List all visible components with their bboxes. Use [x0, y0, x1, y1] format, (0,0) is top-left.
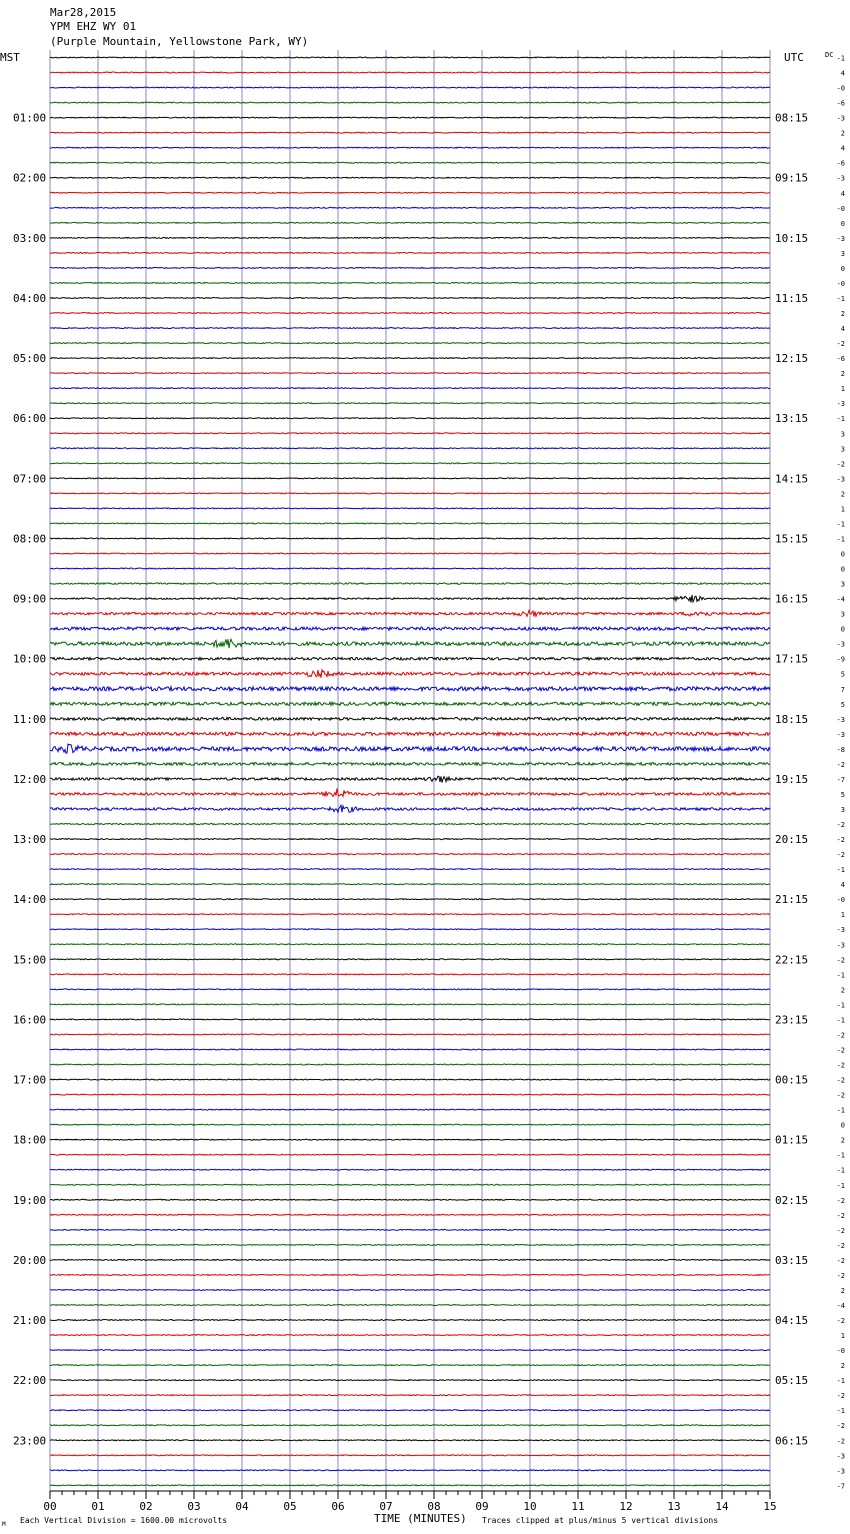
x-tick-label: 12	[619, 1500, 633, 1513]
left-hour-label: 15:00	[13, 953, 47, 967]
x-tick-label: 06	[331, 1500, 345, 1513]
trace-black	[50, 237, 770, 238]
left-hour-label: 09:00	[13, 592, 47, 606]
trace-green	[50, 222, 770, 223]
dc-offset-label: -0	[836, 1347, 845, 1356]
trace-red	[50, 670, 770, 678]
right-hour-label: 23:15	[775, 1013, 809, 1027]
x-tick-label: 00	[43, 1500, 57, 1513]
header-location: (Purple Mountain, Yellowstone Park, WY)	[50, 35, 309, 48]
trace-black	[50, 358, 770, 359]
dc-offset-label: -3	[836, 400, 845, 409]
right-timezone-label: UTC	[784, 51, 804, 64]
footer-scale-note: Each Vertical Division = 1600.00 microvolts	[20, 1516, 228, 1525]
dc-offset-label: -1	[836, 415, 845, 424]
trace-blue	[50, 627, 770, 630]
dc-offset-label: 1	[840, 1332, 845, 1341]
trace-green	[50, 823, 770, 824]
right-hour-label: 12:15	[775, 352, 809, 366]
right-hour-label: 04:15	[775, 1314, 809, 1328]
dc-offset-label: -2	[836, 1226, 845, 1235]
dc-offset-label: -3	[836, 114, 845, 123]
trace-green	[50, 523, 770, 524]
dc-offset-label: -3	[836, 926, 845, 935]
right-hour-label: 15:15	[775, 532, 809, 546]
right-hour-label: 01:15	[775, 1133, 809, 1147]
dc-offset-label: -7	[836, 775, 845, 784]
trace-green	[50, 763, 770, 766]
dc-offset-label: -1	[836, 535, 845, 544]
trace-black	[50, 959, 770, 960]
dc-offset-labels	[837, 55, 845, 1491]
right-hour-label: 02:15	[775, 1193, 809, 1207]
trace-red	[50, 553, 770, 554]
left-hour-label: 16:00	[13, 1013, 47, 1027]
dc-offset-label: -6	[836, 159, 845, 168]
right-hour-label: 06:15	[775, 1434, 809, 1448]
right-hour-label: 20:15	[775, 833, 809, 847]
trace-black	[50, 657, 770, 660]
trace-red	[50, 1154, 770, 1155]
trace-green	[50, 944, 770, 945]
dc-offset-label: -1	[836, 520, 845, 529]
dc-offset-label: -0	[836, 279, 845, 288]
trace-red	[50, 252, 770, 253]
left-hour-label: 10:00	[13, 652, 47, 666]
trace-green	[50, 162, 770, 163]
left-hour-label: 14:00	[13, 893, 47, 907]
dc-offset-label: -2	[836, 760, 845, 769]
dc-offset-label: -2	[836, 1271, 845, 1280]
right-hour-label: 05:15	[775, 1374, 809, 1388]
trace-blue	[50, 147, 770, 148]
trace-blue	[50, 568, 770, 569]
left-hour-label: 06:00	[13, 412, 47, 426]
trace-black	[50, 57, 770, 58]
trace-green	[50, 639, 770, 648]
trace-blue	[50, 1169, 770, 1170]
dc-offset-label: -2	[836, 340, 845, 349]
trace-red	[50, 1335, 770, 1336]
trace-black	[50, 418, 770, 419]
trace-blue	[50, 388, 770, 389]
right-hour-label: 11:15	[775, 291, 809, 305]
trace-blue	[50, 87, 770, 88]
dc-offset-label: -4	[836, 1301, 845, 1310]
trace-blue	[50, 805, 770, 812]
trace-red	[50, 373, 770, 374]
dc-offset-label: 3	[840, 430, 845, 439]
trace-blue	[50, 1350, 770, 1351]
trace-red	[50, 1455, 770, 1456]
dc-offset-label: -2	[836, 1211, 845, 1220]
trace-red	[50, 132, 770, 133]
trace-red	[50, 974, 770, 975]
x-tick-label: 05	[283, 1500, 297, 1513]
dc-offset-label: -8	[836, 745, 845, 754]
dc-offset-label: -3	[836, 1452, 845, 1461]
dc-offset-label: -1	[836, 1106, 845, 1115]
x-tick-label: 10	[523, 1500, 537, 1513]
dc-offset-label: -2	[836, 1256, 845, 1265]
trace-green	[50, 343, 770, 344]
left-hour-labels	[13, 112, 46, 1448]
dc-offset-label: -1	[836, 54, 845, 63]
dc-offset-label: 3	[840, 445, 845, 454]
trace-green	[50, 1004, 770, 1005]
dc-offset-label: -2	[836, 460, 845, 469]
trace-black	[50, 297, 770, 298]
left-hour-label: 18:00	[13, 1133, 47, 1147]
x-tick-label: 02	[139, 1500, 153, 1513]
trace-blue	[50, 328, 770, 329]
dc-offset-label: -2	[836, 1196, 845, 1205]
x-tick-label: 04	[235, 1500, 249, 1513]
trace-black	[50, 538, 770, 539]
x-tick-label: 13	[667, 1500, 681, 1513]
dc-offset-label: 2	[840, 1362, 845, 1371]
left-hour-label: 20:00	[13, 1253, 47, 1267]
footer-clip-note: Traces clipped at plus/minus 5 vertical divisions	[482, 1516, 719, 1525]
dc-offset-label: 1	[840, 505, 845, 514]
dc-offset-label: -1	[836, 1407, 845, 1416]
dc-offset-label: 3	[840, 249, 845, 258]
dc-offset-label: -2	[836, 956, 845, 965]
left-hour-label: 01:00	[13, 111, 47, 125]
trace-green	[50, 1244, 770, 1245]
left-hour-label: 02:00	[13, 171, 47, 185]
trace-black	[50, 717, 770, 720]
dc-offset-label: -1	[836, 1016, 845, 1025]
left-hour-label: 03:00	[13, 231, 47, 245]
dc-offset-label: -2	[836, 851, 845, 860]
x-tick-label: 15	[763, 1500, 777, 1513]
dc-offset-label: -4	[836, 595, 845, 604]
dc-offset-label: 2	[840, 370, 845, 379]
right-hour-labels	[775, 112, 808, 1448]
trace-green	[50, 282, 770, 283]
dc-offset-label: -1	[836, 1001, 845, 1010]
left-hour-label: 22:00	[13, 1374, 47, 1388]
dc-offset-label: 4	[840, 189, 845, 198]
trace-green	[50, 702, 770, 705]
dc-offset-label: -3	[836, 715, 845, 724]
trace-blue	[50, 1229, 770, 1230]
trace-blue	[50, 1049, 770, 1050]
dc-offset-label: 2	[840, 490, 845, 499]
left-hour-label: 05:00	[13, 352, 47, 366]
trace-black	[50, 595, 770, 602]
left-hour-label: 17:00	[13, 1073, 47, 1087]
trace-black	[50, 1259, 770, 1260]
trace-blue	[50, 687, 770, 691]
x-tick-label: 03	[187, 1500, 201, 1513]
trace-blue	[50, 1109, 770, 1110]
trace-red	[50, 610, 770, 616]
dc-offset-label: 2	[840, 129, 845, 138]
dc-offset-label: -3	[836, 475, 845, 484]
trace-red	[50, 313, 770, 314]
right-hour-label: 17:15	[775, 652, 809, 666]
dc-offset-label: 2	[840, 986, 845, 995]
dc-offset-label: -2	[836, 1437, 845, 1446]
dc-offset-label: -1	[836, 971, 845, 980]
corner-mark: M	[2, 1521, 6, 1528]
left-hour-label: 12:00	[13, 772, 47, 786]
trace-red	[50, 1274, 770, 1275]
dc-offset-label: 3	[840, 580, 845, 589]
right-hour-label: 16:15	[775, 592, 809, 606]
trace-blue	[50, 869, 770, 870]
trace-red	[50, 1214, 770, 1215]
x-tick-label: 11	[571, 1500, 585, 1513]
dc-offset-label: 3	[840, 806, 845, 814]
trace-black	[50, 1320, 770, 1321]
trace-red	[50, 72, 770, 73]
dc-offset-label: 0	[840, 264, 845, 273]
dc-offset-label: 2	[840, 1286, 845, 1295]
trace-green	[50, 1365, 770, 1366]
dc-offset-label: -1	[836, 294, 845, 303]
trace-red	[50, 788, 770, 796]
dc-offset-label: -0	[836, 204, 845, 213]
trace-black	[50, 899, 770, 900]
dc-offset-label: -6	[836, 99, 845, 108]
dc-offset-label: 4	[840, 144, 845, 153]
dc-offset-label: -0	[836, 896, 845, 905]
dc-label: DC	[825, 51, 834, 59]
trace-red	[50, 1094, 770, 1095]
trace-blue	[50, 448, 770, 449]
x-tick-label: 14	[715, 1500, 729, 1513]
seismic-traces	[50, 57, 770, 1486]
trace-green	[50, 403, 770, 404]
trace-green	[50, 1184, 770, 1185]
trace-black	[50, 117, 770, 118]
left-hour-label: 07:00	[13, 472, 47, 486]
dc-offset-label: -9	[836, 655, 845, 664]
left-hour-label: 11:00	[13, 712, 47, 726]
dc-offset-label: -2	[836, 1317, 845, 1326]
dc-offset-label: -0	[836, 84, 845, 93]
right-hour-label: 08:15	[775, 111, 809, 125]
dc-offset-label: -1	[836, 1166, 845, 1175]
right-hour-label: 09:15	[775, 171, 809, 185]
dc-offset-label: -3	[836, 234, 845, 243]
trace-black	[50, 1199, 770, 1200]
dc-offset-label: 5	[840, 670, 845, 679]
dc-offset-label: 1	[840, 911, 845, 920]
trace-blue	[50, 744, 770, 753]
trace-red	[50, 192, 770, 193]
dc-offset-label: 2	[840, 310, 845, 319]
trace-green	[50, 1124, 770, 1125]
trace-blue	[50, 267, 770, 268]
trace-black	[50, 839, 770, 840]
trace-red	[50, 914, 770, 915]
right-hour-label: 21:15	[775, 893, 809, 907]
trace-red	[50, 854, 770, 855]
trace-red	[50, 493, 770, 494]
trace-blue	[50, 508, 770, 509]
trace-green	[50, 1304, 770, 1305]
dc-offset-label: -1	[836, 1377, 845, 1386]
trace-green	[50, 1425, 770, 1426]
x-tick-label: 07	[379, 1500, 393, 1513]
right-hour-label: 00:15	[775, 1073, 809, 1087]
dc-offset-label: -3	[836, 941, 845, 950]
dc-offset-label: -3	[836, 640, 845, 649]
trace-black	[50, 1380, 770, 1381]
dc-offset-label: 0	[840, 1121, 845, 1130]
trace-black	[50, 1019, 770, 1020]
dc-offset-label: 4	[840, 325, 845, 334]
trace-black	[50, 1440, 770, 1441]
x-tick-label: 08	[427, 1500, 441, 1513]
right-hour-label: 22:15	[775, 953, 809, 967]
dc-offset-label: 0	[840, 565, 845, 574]
dc-offset-label: 3	[840, 610, 845, 619]
left-hour-label: 21:00	[13, 1314, 47, 1328]
trace-red	[50, 1034, 770, 1035]
dc-offset-label: -3	[836, 730, 845, 739]
trace-red	[50, 433, 770, 434]
dc-offset-label: 1	[840, 385, 845, 394]
dc-offset-label: -3	[836, 1467, 845, 1476]
dc-offset-label: 4	[840, 881, 845, 890]
left-hour-label: 19:00	[13, 1193, 47, 1207]
dc-offset-label: -2	[836, 1076, 845, 1085]
trace-black	[50, 1139, 770, 1140]
dc-offset-label: -2	[836, 821, 845, 830]
dc-offset-label: -2	[836, 836, 845, 845]
trace-green	[50, 463, 770, 464]
dc-offset-label: 5	[840, 790, 845, 799]
dc-offset-label: 0	[840, 219, 845, 228]
left-hour-label: 23:00	[13, 1434, 47, 1448]
header-date: Mar28,2015	[50, 6, 117, 19]
dc-offset-label: 2	[840, 1136, 845, 1145]
dc-offset-label: -3	[836, 174, 845, 183]
trace-black	[50, 776, 770, 782]
dc-offset-label: 7	[840, 685, 845, 694]
trace-green	[50, 102, 770, 103]
trace-blue	[50, 1289, 770, 1290]
left-timezone-label: MST	[0, 51, 20, 64]
dc-offset-label: -2	[836, 1061, 845, 1070]
right-hour-label: 13:15	[775, 412, 809, 426]
trace-black	[50, 177, 770, 178]
dc-offset-label: -6	[836, 355, 845, 364]
dc-offset-label: 0	[840, 550, 845, 559]
header-station: YPM EHZ WY 01	[50, 20, 137, 33]
right-hour-label: 03:15	[775, 1253, 809, 1267]
trace-red	[50, 732, 770, 735]
trace-green	[50, 583, 770, 585]
dc-offset-label: 0	[840, 625, 845, 634]
dc-offset-label: -2	[836, 1046, 845, 1055]
trace-green	[50, 1485, 770, 1486]
dc-offset-label: -2	[836, 1031, 845, 1040]
trace-red	[50, 1395, 770, 1396]
dc-offset-label: -2	[836, 1422, 845, 1431]
dc-offset-label: 5	[840, 700, 845, 709]
right-hour-label: 19:15	[775, 772, 809, 786]
trace-blue	[50, 929, 770, 930]
dc-offset-label: 4	[840, 69, 845, 78]
dc-offset-label: -1	[836, 1151, 845, 1160]
x-tick-label: 01	[91, 1500, 105, 1513]
right-hour-label: 10:15	[775, 231, 809, 245]
trace-blue	[50, 207, 770, 208]
left-hour-label: 08:00	[13, 532, 47, 546]
dc-offset-label: -2	[836, 1392, 845, 1401]
right-hour-label: 18:15	[775, 712, 809, 726]
dc-offset-label: -1	[836, 1181, 845, 1190]
x-axis	[43, 1491, 776, 1513]
dc-offset-label: -1	[836, 866, 845, 875]
x-axis-title: TIME (MINUTES)	[374, 1512, 467, 1525]
trace-green	[50, 884, 770, 885]
trace-blue	[50, 1410, 770, 1411]
x-tick-label: 09	[475, 1500, 489, 1513]
trace-black	[50, 478, 770, 479]
left-hour-label: 04:00	[13, 291, 47, 305]
dc-offset-label: -2	[836, 1241, 845, 1250]
right-hour-label: 14:15	[775, 472, 809, 486]
left-hour-label: 13:00	[13, 833, 47, 847]
dc-offset-label: -7	[836, 1482, 845, 1491]
dc-offset-label: -2	[836, 1091, 845, 1100]
trace-blue	[50, 1470, 770, 1471]
trace-black	[50, 1079, 770, 1080]
trace-blue	[50, 989, 770, 990]
trace-green	[50, 1064, 770, 1065]
